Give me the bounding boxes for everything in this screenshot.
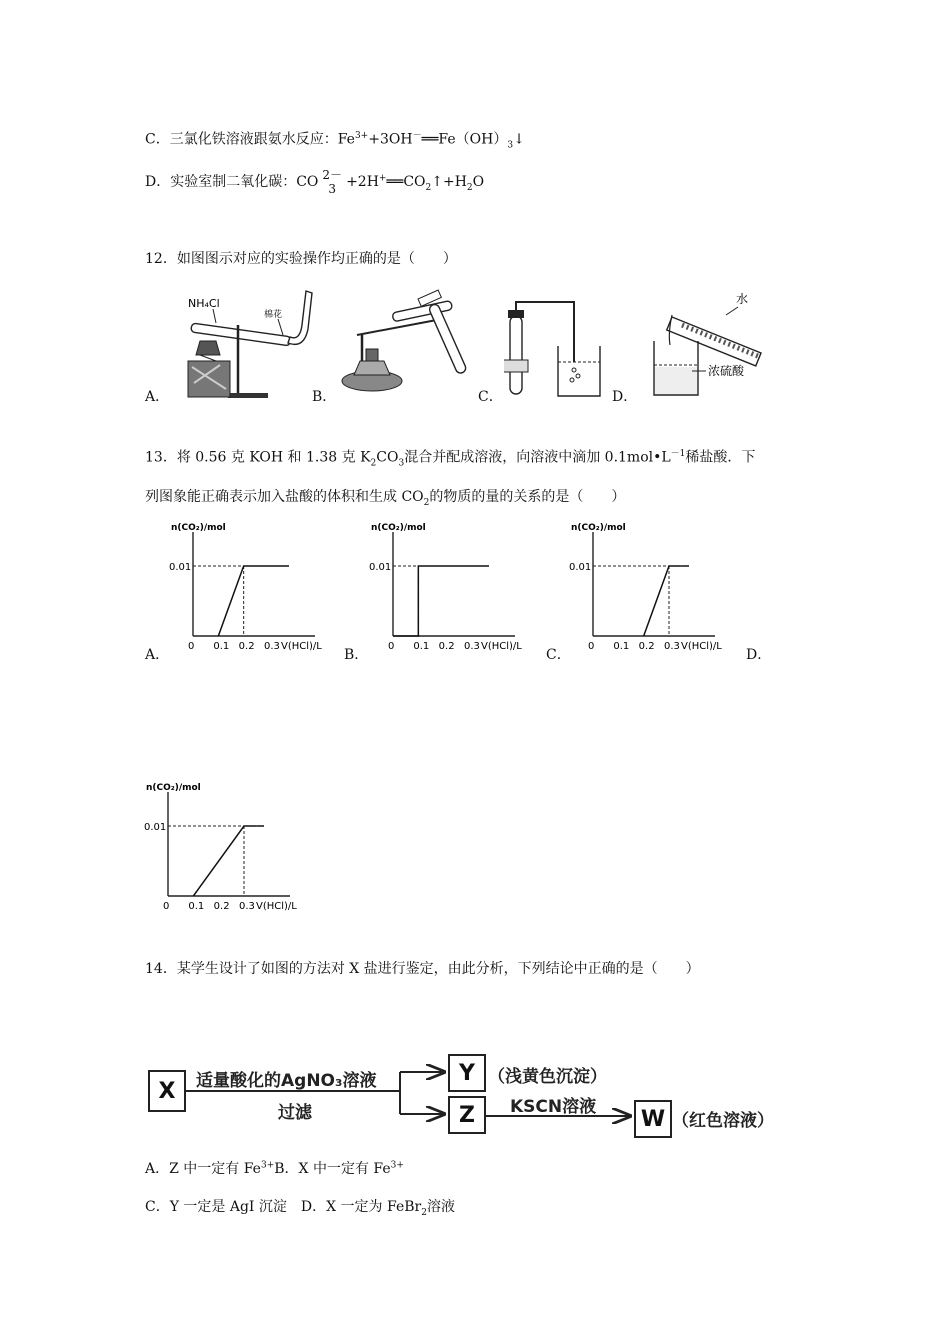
question-12: 12．如图图示对应的实验操作均正确的是（ ）: [145, 251, 457, 267]
x-tick-label: 0.2: [638, 641, 655, 652]
y-axis-label: n(CO₂)/mol: [146, 783, 201, 793]
filter-label: 过滤: [278, 1103, 312, 1123]
x-tick-label: 0.3: [264, 641, 280, 652]
question-13-line1: 13．将 0.56 克 KOH 和 1.38 克 $K_2CO_3$混合并配成溶液，向溶液中滴加 $0.1mol•L^{-1}$稀盐酸．下: [145, 449, 756, 469]
option-11c: C．三氯化铁溶液跟氨水反应：$Fe^{3+}+3OH^-══Fe(OH)_3↓$: [145, 131, 525, 151]
kscn-label: KSCN溶液: [510, 1097, 597, 1117]
x-tick-label: 0.1: [213, 641, 230, 652]
y-note: （浅黄色沉淀）: [488, 1067, 607, 1087]
acid-label: 浓硫酸: [708, 364, 745, 378]
answer-14-cd: C．Y 一定是 AgI 沉淀 D．X 一定为 FeBr$_2$溶液: [145, 1199, 455, 1218]
x-tick-label: 0.1: [613, 641, 630, 652]
y-tick-label: 0.01: [369, 562, 392, 573]
y-tick-label: 0.01: [144, 822, 167, 833]
reagent-label: 适量酸化的AgNO₃溶液: [196, 1071, 377, 1091]
y-tick-label: 0.01: [169, 562, 192, 573]
answer-14-ab: A．Z 中一定有 $Fe^{3+}B$．X 中一定有 $Fe^{3+}$: [145, 1160, 404, 1177]
q13-option-d: D．: [746, 647, 772, 663]
fraction: 2－ 3: [322, 168, 343, 196]
x-tick-label: 0: [388, 641, 395, 652]
y-axis-label: n(CO₂)/mol: [571, 523, 626, 533]
water-label: 水: [736, 292, 749, 306]
box-y: Y: [448, 1054, 486, 1092]
box-w: W: [634, 1100, 672, 1138]
box-z: Z: [448, 1096, 486, 1134]
q13-option-a: A．: [145, 647, 170, 663]
x-tick-label: 0.2: [213, 901, 230, 912]
cotton-label: 棉花: [264, 310, 283, 320]
q13-option-b: B．: [344, 647, 369, 663]
x-axis-label: V(HCl)/L: [281, 641, 322, 652]
w-note: （红色溶液）: [672, 1111, 774, 1131]
question-14: 14．某学生设计了如图的方法对 X 盐进行鉴定，由此分析，下列结论中正确的是（ ）: [145, 961, 700, 977]
x-tick-label: 0: [588, 641, 595, 652]
x-axis-label: V(HCl)/L: [681, 641, 722, 652]
q13-option-c: C．: [546, 647, 571, 663]
x-tick-label: 0.3: [464, 641, 480, 652]
x-tick-label: 0.3: [239, 901, 255, 912]
x-tick-label: 0.1: [188, 901, 205, 912]
q12-option-a: A．: [145, 389, 170, 405]
x-axis-label: V(HCl)/L: [256, 901, 297, 912]
q12-option-d: D．: [612, 389, 638, 405]
q12-option-c: C．: [478, 389, 503, 405]
box-x: X: [148, 1070, 186, 1112]
x-tick-label: 0.2: [438, 641, 455, 652]
x-tick-label: 0.1: [413, 641, 430, 652]
x-axis-label: V(HCl)/L: [481, 641, 522, 652]
x-tick-label: 0.2: [238, 641, 255, 652]
option-11d: D．实验室制二氧化碳：CO 2－ 3 $+2H^+══CO_2↑+H_2O$: [145, 168, 485, 196]
y-axis-label: n(CO₂)/mol: [171, 523, 226, 533]
question-13-line2: 列图象能正确表示加入盐酸的体积和生成 $CO_2$的物质的量的关系的是（ ）: [145, 489, 626, 508]
y-tick-label: 0.01: [569, 562, 592, 573]
x-tick-label: 0.3: [664, 641, 680, 652]
x-tick-label: 0: [163, 901, 170, 912]
nh4cl-label: NH₄Cl: [188, 297, 220, 310]
q12-option-b: B．: [312, 389, 337, 405]
x-tick-label: 0: [188, 641, 195, 652]
y-axis-label: n(CO₂)/mol: [371, 523, 426, 533]
